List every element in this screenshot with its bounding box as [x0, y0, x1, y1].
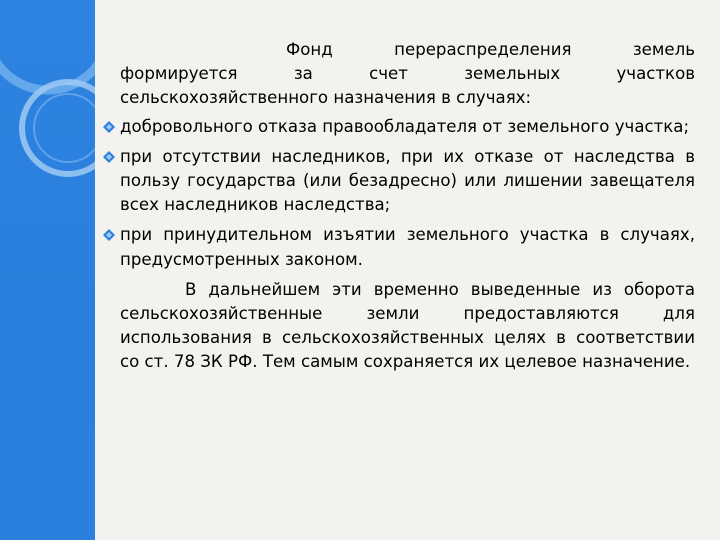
decorative-circle-large — [0, 0, 95, 90]
slide-content — [100, 38, 695, 375]
diamond-bullet-icon — [103, 229, 115, 241]
conclusion-paragraph: В дальнейшем эти временно выведенные из оборота сельскохозяйственные земли предоставляются для использования в сельскохозяйственных целях в соответствии со ст. 78 ЗК РФ. Тем самым сохраняется их целевое назначение. — [120, 279, 695, 372]
decorative-circles — [0, 0, 95, 540]
list-item — [100, 145, 695, 218]
diamond-bullet-icon — [103, 121, 115, 133]
list-item — [100, 223, 695, 271]
list-item-text: при отсутствии наследников, при их отказе от наследства в пользу государства (или безадресно) или лишении завещателя всех наследников наследства; — [120, 146, 695, 215]
list-item-text: при принудительном изъятии земельного участка в случаях, предусмотренных законом. — [120, 225, 695, 269]
decorative-circle-inner — [34, 94, 95, 162]
decorative-sidebar — [0, 0, 95, 540]
diamond-bullet-icon — [103, 151, 115, 163]
list-item — [100, 115, 695, 139]
bullet-list — [100, 115, 695, 272]
intro-paragraph: Фонд перераспределения земель формируется за счет земельных участков сельскохозяйственного назначения в случаях: — [120, 40, 695, 108]
list-item-text: добровольного отказа правообладателя от земельного участка; — [120, 116, 690, 136]
